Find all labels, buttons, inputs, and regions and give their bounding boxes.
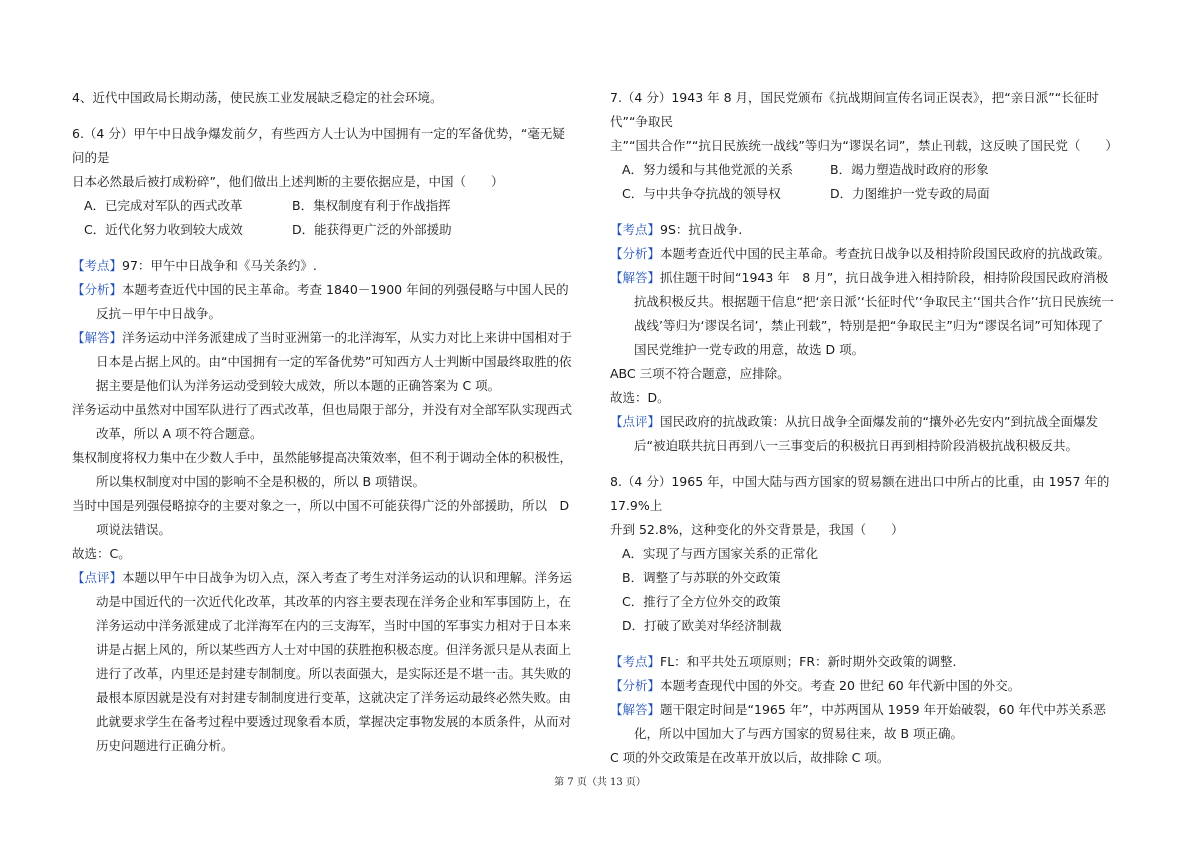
option-c: C．推行了全方位外交的政策 xyxy=(622,594,781,609)
question-6-options-ab xyxy=(72,194,577,218)
fenxi: 【分析】本题考查现代中国的外交。考查 20 世纪 60 年代新中国的外交。 xyxy=(610,678,1021,693)
question-7 xyxy=(610,86,1118,206)
explanation-b: 集权制度将权力集中在少数人手中，虽然能够提高决策效率，但不利于调动全体的积极性，所以集权制度对中国的影响不全是积极的，所以 B 项错误。 xyxy=(72,450,573,489)
fenxi: 【分析】本题考查近代中国的民主革命。考查抗日战争以及相持阶段国民政府的抗战政策。 xyxy=(610,246,1111,261)
question-6-options-cd xyxy=(72,218,577,242)
kaodian: 【考点】97：甲午中日战争和《马关条约》. xyxy=(72,258,317,273)
fenxi: 【分析】本题考查近代中国的民主革命。考查 1840－1900 年间的列强侵略与中国人民的反抗－甲午中日战争。 xyxy=(72,282,569,321)
option-b: B．集权制度有利于作战指挥 xyxy=(292,198,451,213)
explanation-c: C 项的外交政策是在改革开放以后，故排除 C 项。 xyxy=(610,750,890,765)
option-d: D．打破了欧美对华经济制裁 xyxy=(622,618,782,633)
explanation-d: 当时中国是列强侵略掠夺的主要对象之一，所以中国不可能获得广泛的外部援助，所以 D 项说法错误。 xyxy=(72,498,582,537)
option-c: C．近代化努力收到较大成效 xyxy=(84,222,243,237)
right-column xyxy=(610,86,1118,770)
question-7-stem: 7.（4 分）1943 年 8 月，国民党颁布《抗战期间宣传名词正误表》，把“亲日派”“长征时代”“争取民 主”“国共合作”“抗日民族统一战线”等归为“谬误名词”，禁止刊载，这反映了国民党（ ） xyxy=(610,90,1118,153)
question-4-tail: 4、近代中国政局长期动荡，使民族工业发展缺乏稳定的社会环境。 xyxy=(72,90,443,105)
answer-choice: 故选：D。 xyxy=(610,390,670,405)
option-d: D．能获得更广泛的外部援助 xyxy=(292,222,452,237)
explanation-abc: ABC 三项不符合题意，应排除。 xyxy=(610,366,790,381)
page-footer: 第 7 页（共 13 页） xyxy=(554,777,646,788)
question-8 xyxy=(610,470,1115,638)
option-c: C．与中共争夺抗战的领导权 xyxy=(622,186,781,201)
answer-7 xyxy=(610,218,1115,458)
option-b: B．竭力塑造战时政府的形象 xyxy=(830,162,989,177)
option-a: A．努力缓和与其他党派的关系 xyxy=(622,162,794,177)
jieda: 【解答】抓住题干时间“1943 年 8 月”，抗日战争进入相持阶段，相持阶段国民政府消极抗战积极反共。根据题干信息“把‘亲日派’‘长征时代’‘争取民主’‘国共合作’‘抗日民族统一战线’等归为‘谬误名词’，禁止刊载”，特别是把“争取民主”归为“谬误名词”可知体现了国民党维护一党专政的用意，故选 D 项。 xyxy=(610,270,1114,357)
question-7-options-ab xyxy=(610,158,1115,182)
question-8-stem: 8.（4 分）1965 年，中国大陆与西方国家的贸易额在进出口中所占的比重，由 1957 年的 17.9%上 升到 52.8%，这种变化的外交背景是，我国（ ） xyxy=(610,474,1110,537)
question-6 xyxy=(72,122,577,242)
kaodian: 【考点】9S：抗日战争. xyxy=(610,222,743,237)
dianping: 【点评】本题以甲午中日战争为切入点，深入考查了考生对洋务运动的认识和理解。洋务运动是中国近代的一次近代化改革，其改革的内容主要表现在洋务企业和军事国防上，在洋务运动中洋务派建成了北洋海军在内的三支海军，当时中国的军事实力相对于日本来讲是占据上风的，所以某些西方人士对中国的获胜抱积极态度。但洋务派只是从表面上进行了改革，内里还是封建专制制度。所以表面强大，是实际还是不堪一击。其失败的最根本原因就是没有对封建专制制度进行变革，这就决定了洋务运动最终必然失败。由此就要求学生在备考过程中要透过现象看本质，掌握决定事物发展的本质条件，从而对历史问题进行正确分析。 xyxy=(72,570,573,753)
option-b: B．调整了与苏联的外交政策 xyxy=(622,570,781,585)
option-d: D．力图维护一党专政的局面 xyxy=(830,186,990,201)
explanation-a: 洋务运动中虽然对中国军队进行了西式改革，但也局限于部分，并没有对全部军队实现西式改革，所以 A 项不符合题意。 xyxy=(72,402,573,441)
jieda: 【解答】洋务运动中洋务派建成了当时亚洲第一的北洋海军，从实力对比上来讲中国相对于日本是占据上风的。由“中国拥有一定的军备优势”可知西方人士判断中国最终取胜的依据主要是他们认为洋务运动受到较大成效，所以本题的正确答案为 C 项。 xyxy=(72,330,573,393)
kaodian: 【考点】FL：和平共处五项原则；FR：新时期外交政策的调整. xyxy=(610,654,957,669)
question-6-stem: 6.（4 分）甲午中日战争爆发前夕，有些西方人士认为中国拥有一定的军备优势，“毫无疑问的是 日本必然最后被打成粉碎”，他们做出上述判断的主要依据应是，中国（ ） xyxy=(72,126,565,189)
answer-choice: 故选：C。 xyxy=(72,546,131,561)
dianping: 【点评】国民政府的抗战政策：从抗日战争全面爆发前的“攘外必先安内”到抗战全面爆发后“被迫联共抗日再到八一三事变后的积极抗日再到相持阶段消极抗战积极反共。 xyxy=(610,414,1098,453)
answer-6 xyxy=(72,254,582,758)
option-a: A．已完成对军队的西式改革 xyxy=(84,198,243,213)
left-column xyxy=(72,86,582,758)
jieda: 【解答】题干限定时间是“1965 年”，中苏两国从 1959 年开始破裂，60 年代中苏关系恶化，所以中国加大了与西方国家的贸易往来，故 B 项正确。 xyxy=(610,702,1106,741)
question-7-options-cd xyxy=(610,182,1115,206)
option-a: A．实现了与西方国家关系的正常化 xyxy=(622,546,819,561)
answer-8 xyxy=(610,650,1115,770)
